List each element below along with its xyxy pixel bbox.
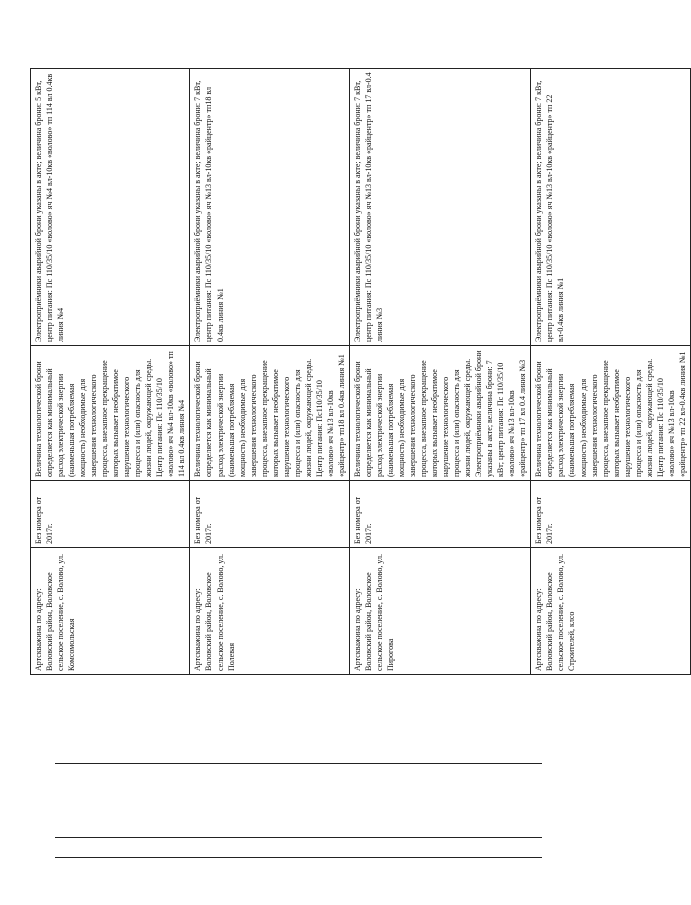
number-cell: Без номера от 2017г. (349, 481, 531, 548)
object-cell: Артскважина по адресу: Воловский район, Воловское сельское поселение, с. Волово, ул. Комсомольская (31, 548, 190, 675)
bottom-rule-line (55, 837, 542, 838)
bottom-rule-line (55, 857, 542, 858)
number-cell: Без номера от 2017г. (190, 481, 349, 548)
number-cell: Без номера от 2017г. (531, 481, 690, 548)
table-row (531, 69, 690, 675)
bottom-rule-line (55, 763, 542, 764)
tech-armor-cell: Величина технологической брони определяется как минимальный расход электрической энергии (наименьшая потребляемая мощность) необходимые для завершения технологического процесса, внезапное прекращение которых вызывает необратимое нарушение технологического процесса и (или) опасность для жизни людей, окружающей среды. Центр питания: Пс110/35/10 «волово» яч №13 вл-10кв «райцентр» тп18 вл 0.4кв линия №1 (190, 346, 349, 481)
table-row (349, 69, 531, 675)
emergency-armor-cell: Электроприёмники аварийной брони указаны в акте; величина брони: 7 кВт, центр питания: Пс 110/35/10 «волово» яч №13 вл-10кв «райцентр» тп 22 вл-0.4кв линия №1 (531, 69, 690, 346)
object-cell: Артскважина по адресу: Воловский район, Воловское сельское поселение, с. Волово, ул. Пирогова (349, 548, 531, 675)
object-cell: Артскважина по адресу: Воловский район, Воловское сельское поселение, с. Волово, ул. Полевая (190, 548, 349, 675)
emergency-armor-cell: Электроприёмники аварийной брони указаны в акте; величина брони: 7 кВт, центр питания: Пс 110/35/10 «волово» яч №13 вл-10кв «райцентр» тп18 вл 0.4кв линия №1 (190, 69, 349, 346)
armor-table (30, 68, 691, 675)
tech-armor-cell: Величина технологической брони определяется как минимальный расход электрической энергии (наименьшая потребляемая мощность) необходимые для завершения технологического процесса, внезапное прекращение которых вызывает необратимое нарушение технологического процесса и (или) опасность для жизни людей, окружающей среды. Центр питания: Пс 110/35/10 «волово» яч №4 вл-10кв «волово» тп 114 вл 0.4кв линия №4 (31, 346, 190, 481)
table-row (190, 69, 349, 675)
emergency-armor-cell: Электроприёмники аварийной брони указаны в акте; величина брони: 7 кВт, центр питания: Пс 110/35/10 «волово» яч №13 вл-10кв «райцентр» тп 17 вл-0.4 линия №3 (349, 69, 531, 346)
number-cell: Без номера от 2017г. (31, 481, 190, 548)
emergency-armor-cell: Электроприёмники аварийной брони указаны в акте; величина брони: 5 кВт, центр питания: Пс 110/35/10 «волово» яч №4 вл-10кв «волово» тп 114 вл 0.4кв линия №4 (31, 69, 190, 346)
tech-armor-cell: Величина технологической брони определяется как минимальный расход электрической энергии (наименьшая потребляемая мощность) необходимые для завершения технологического процесса, внезапное прекращение которых вызывает необратимое нарушение технологического процесса и (или) опасность для жизни людей, окружающей среды. Центр питания: Пс 110/35/10 «волово» яч №13 вл-10кв «райцентр» тп 22 вл-0.4кв линия №1 (531, 346, 690, 481)
tech-armor-cell: Величина технологической брони определяется как минимальный расход электрической энергии (наименьшая потребляемая мощность) необходимые для завершения технологического процесса, внезапное прекращение которых вызывает необратимое нарушение технологического процесса и (или) опасность для жизни людей, окружающей среды. Электроприёмники аварийной брони указаны в акте; величина брони: 7 кВт; центр питания: Пс 110/35/10 «волово» яч №13 вл-10кв «райцентр» тп 17 вл 0.4 линия №3 (349, 346, 531, 481)
object-cell: Артскважина по адресу: Воловский район, Воловское сельское поселение, с. Волово, ул. Строителей, клсо (531, 548, 690, 675)
table-row (31, 69, 190, 675)
